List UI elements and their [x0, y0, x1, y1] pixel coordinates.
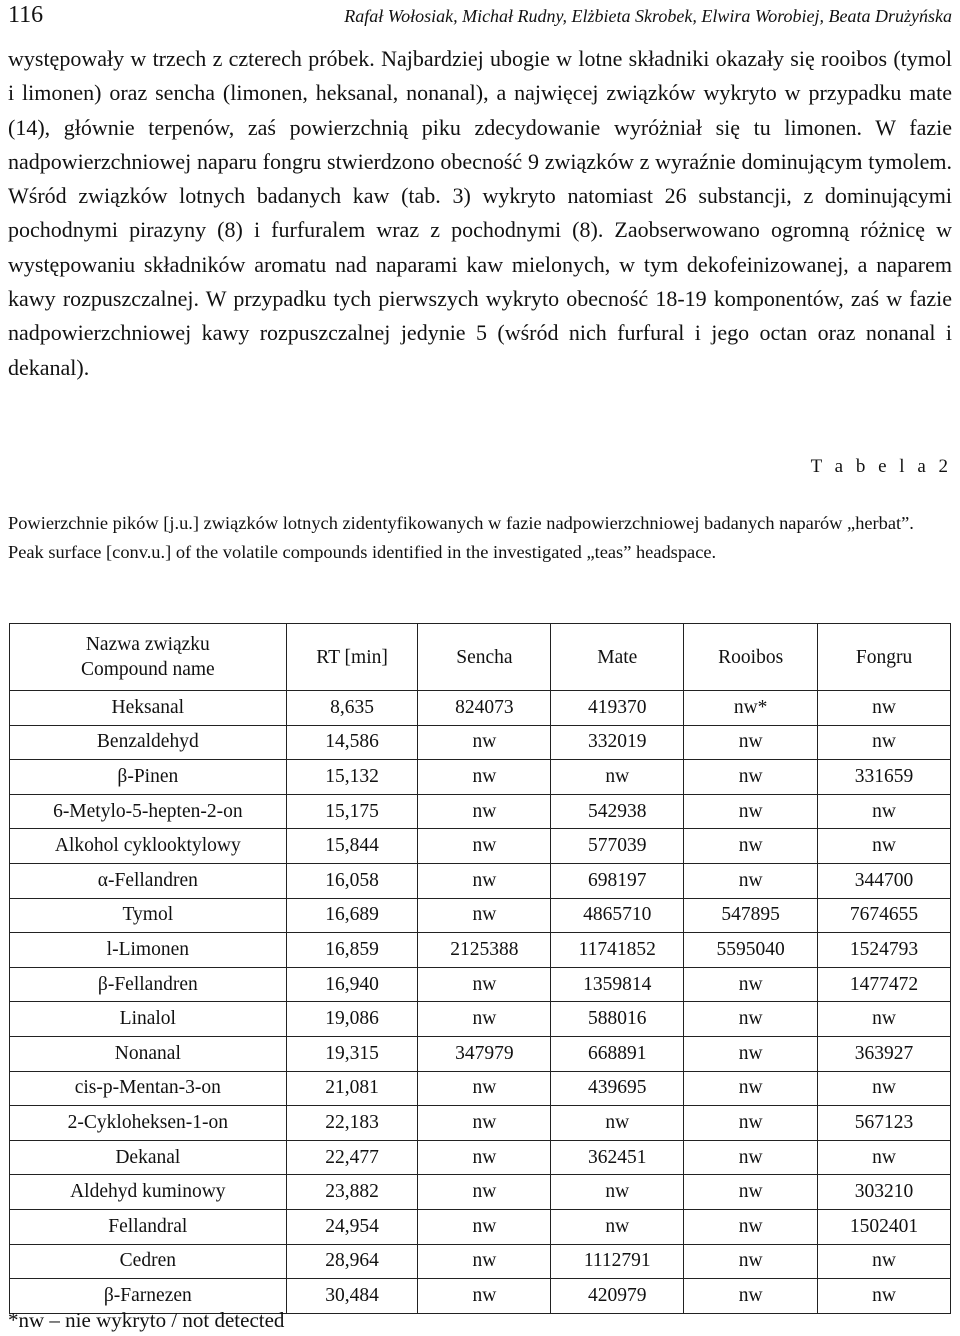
caption-polish: Powierzchnie pików [j.u.] związków lotnych zidentyfikowanych w fazie nadpowierzchniowej badanych naparów „herbat”. — [8, 513, 914, 533]
cell-mate: 4865710 — [551, 898, 684, 933]
table-row — [10, 1175, 951, 1210]
table-header-row — [10, 624, 951, 691]
table-row — [10, 1002, 951, 1037]
cell-rooibos: nw — [684, 1071, 818, 1106]
cell-fongru: nw — [818, 829, 951, 864]
page-number: 116 — [8, 2, 44, 28]
cell-mate: nw — [551, 1175, 684, 1210]
cell-rt: 24,954 — [286, 1209, 418, 1244]
cell-fongru: nw — [818, 794, 951, 829]
cell-sencha: nw — [418, 1071, 551, 1106]
cell-rooibos: nw* — [684, 691, 818, 726]
cell-rt: 16,940 — [286, 967, 418, 1002]
cell-rt: 16,689 — [286, 898, 418, 933]
cell-rt: 8,635 — [286, 691, 418, 726]
cell-sencha: 824073 — [418, 691, 551, 726]
cell-compound: Alkohol cyklooktylowy — [10, 829, 287, 864]
cell-sencha: nw — [418, 1209, 551, 1244]
cell-compound: Linalol — [10, 1002, 287, 1037]
cell-compound: Fellandral — [10, 1209, 287, 1244]
cell-sencha: nw — [418, 829, 551, 864]
cell-fongru: 1524793 — [818, 933, 951, 968]
table-row — [10, 1036, 951, 1071]
table-row — [10, 829, 951, 864]
cell-sencha: nw — [418, 898, 551, 933]
cell-compound: l-Limonen — [10, 933, 287, 968]
table-row — [10, 725, 951, 760]
cell-compound: Benzaldehyd — [10, 725, 287, 760]
cell-rt: 28,964 — [286, 1244, 418, 1279]
cell-fongru: nw — [818, 725, 951, 760]
cell-compound: 6-Metylo-5-hepten-2-on — [10, 794, 287, 829]
cell-rt: 16,058 — [286, 863, 418, 898]
cell-rooibos: nw — [684, 1106, 818, 1141]
table-row — [10, 760, 951, 795]
header-rt: RT [min] — [286, 624, 418, 691]
cell-rooibos: nw — [684, 1244, 818, 1279]
cell-mate: nw — [551, 1209, 684, 1244]
cell-rooibos: nw — [684, 794, 818, 829]
cell-compound: Dekanal — [10, 1140, 287, 1175]
cell-compound: Nonanal — [10, 1036, 287, 1071]
cell-sencha: nw — [418, 1244, 551, 1279]
cell-fongru: nw — [818, 1244, 951, 1279]
cell-mate: 439695 — [551, 1071, 684, 1106]
cell-mate: 332019 — [551, 725, 684, 760]
header-compound-name — [10, 624, 287, 691]
cell-mate: nw — [551, 760, 684, 795]
cell-mate: nw — [551, 1106, 684, 1141]
header-rooibos: Rooibos — [684, 624, 818, 691]
table-row — [10, 898, 951, 933]
cell-fongru: 7674655 — [818, 898, 951, 933]
cell-rooibos: nw — [684, 1175, 818, 1210]
cell-sencha: nw — [418, 760, 551, 795]
cell-sencha: 347979 — [418, 1036, 551, 1071]
cell-fongru: 1477472 — [818, 967, 951, 1002]
cell-compound: α-Fellandren — [10, 863, 287, 898]
cell-mate: 577039 — [551, 829, 684, 864]
header-name-pl: Nazwa związku — [85, 634, 210, 655]
table-row — [10, 933, 951, 968]
cell-fongru: 344700 — [818, 863, 951, 898]
cell-rt: 30,484 — [286, 1279, 418, 1314]
cell-compound: Cedren — [10, 1244, 287, 1279]
cell-fongru: nw — [818, 1140, 951, 1175]
table-row — [10, 1071, 951, 1106]
cell-rt: 14,586 — [286, 725, 418, 760]
table-caption — [8, 509, 952, 566]
cell-rooibos: nw — [684, 1036, 818, 1071]
table-row — [10, 691, 951, 726]
cell-sencha: nw — [418, 967, 551, 1002]
cell-fongru: nw — [818, 691, 951, 726]
table-row — [10, 794, 951, 829]
cell-fongru: nw — [818, 1071, 951, 1106]
cell-fongru: 331659 — [818, 760, 951, 795]
cell-rooibos: nw — [684, 1279, 818, 1314]
table-footnote: *nw – nie wykryto / not detected — [8, 1308, 285, 1332]
caption-english: Peak surface [conv.u.] of the volatile compounds identified in the investigated „teas” headspace. — [8, 541, 717, 562]
cell-mate: 419370 — [551, 691, 684, 726]
cell-fongru: 1502401 — [818, 1209, 951, 1244]
body-paragraph: występowały w trzech z czterech próbek. Najbardziej ubogie w lotne składniki okazały się rooibos (tymol i limonen) oraz sencha (limonen, heksanal, nonanal), a najwięcej związków wykryto w przypadku mate (14), głównie terpenów, zaś powierzchnią piku zdecydowanie wyróżniał się tu limonen. W fazie nadpowierzchniowej naparu fongru stwierdzono obecność 9 związków z wyraźnie dominującym tymolem. Wśród związków lotnych badanych kaw (tab. 3) wykryto natomiast 26 substancji, z dominującymi pochodnymi pirazyny (8) i furfuralem wraz z pochodnymi (8). Zaobserwowano ogromną różnicę w występowaniu składników aromatu nad naparami kaw mielonych, w tym dekofeinizowanej, a naparem kawy rozpuszczalnej. W przypadku tych pierwszych wykryto obecność 18-19 komponentów, zaś w fazie nadpowierzchniowej kawy rozpuszczalnej jedynie 5 (wśród nich furfural i jego octan oraz nonanal i dekanal). — [8, 46, 952, 380]
cell-mate: 1112791 — [551, 1244, 684, 1279]
table-row — [10, 1244, 951, 1279]
header-fongru: Fongru — [818, 624, 951, 691]
cell-fongru: nw — [818, 1002, 951, 1037]
header-mate: Mate — [551, 624, 684, 691]
cell-sencha: nw — [418, 1175, 551, 1210]
cell-sencha: nw — [418, 794, 551, 829]
cell-rt: 15,844 — [286, 829, 418, 864]
cell-fongru: 363927 — [818, 1036, 951, 1071]
cell-sencha: nw — [418, 1140, 551, 1175]
table-row — [10, 1106, 951, 1141]
cell-rooibos: nw — [684, 760, 818, 795]
cell-rt: 16,859 — [286, 933, 418, 968]
cell-fongru: nw — [818, 1279, 951, 1314]
cell-mate: 420979 — [551, 1279, 684, 1314]
table-body — [10, 691, 951, 1314]
cell-rooibos: nw — [684, 1140, 818, 1175]
table-row — [10, 1209, 951, 1244]
cell-rt: 15,132 — [286, 760, 418, 795]
cell-rt: 23,882 — [286, 1175, 418, 1210]
cell-rooibos: nw — [684, 829, 818, 864]
running-head-authors: Rafał Wołosiak, Michał Rudny, Elżbieta Skrobek, Elwira Worobiej, Beata Drużyńska — [344, 6, 952, 26]
cell-rt: 15,175 — [286, 794, 418, 829]
cell-compound: β-Pinen — [10, 760, 287, 795]
cell-rooibos: 5595040 — [684, 933, 818, 968]
cell-mate: 362451 — [551, 1140, 684, 1175]
cell-compound: β-Fellandren — [10, 967, 287, 1002]
cell-sencha: nw — [418, 1002, 551, 1037]
cell-sencha: nw — [418, 1279, 551, 1314]
cell-compound: cis-p-Mentan-3-on — [10, 1071, 287, 1106]
page-header — [8, 0, 952, 36]
cell-rt: 22,477 — [286, 1140, 418, 1175]
cell-sencha: nw — [418, 1106, 551, 1141]
cell-sencha: nw — [418, 725, 551, 760]
cell-rooibos: nw — [684, 1209, 818, 1244]
cell-mate: 1359814 — [551, 967, 684, 1002]
cell-rooibos: nw — [684, 863, 818, 898]
table-row — [10, 967, 951, 1002]
cell-mate: 588016 — [551, 1002, 684, 1037]
table-label: T a b e l a 2 — [810, 456, 952, 477]
cell-rooibos: nw — [684, 725, 818, 760]
cell-compound: Aldehyd kuminowy — [10, 1175, 287, 1210]
cell-rooibos: nw — [684, 1002, 818, 1037]
cell-rooibos: nw — [684, 967, 818, 1002]
cell-compound: Heksanal — [10, 691, 287, 726]
cell-sencha: nw — [418, 863, 551, 898]
cell-fongru: 567123 — [818, 1106, 951, 1141]
cell-rt: 19,086 — [286, 1002, 418, 1037]
table-row — [10, 1140, 951, 1175]
cell-compound: β-Farnezen — [10, 1279, 287, 1314]
header-name-en: Compound name — [80, 659, 215, 680]
cell-mate: 698197 — [551, 863, 684, 898]
cell-rt: 19,315 — [286, 1036, 418, 1071]
cell-fongru: 303210 — [818, 1175, 951, 1210]
cell-mate: 668891 — [551, 1036, 684, 1071]
cell-compound: 2-Cykloheksen-1-on — [10, 1106, 287, 1141]
cell-compound: Tymol — [10, 898, 287, 933]
cell-sencha: 2125388 — [418, 933, 551, 968]
cell-rt: 22,183 — [286, 1106, 418, 1141]
cell-mate: 542938 — [551, 794, 684, 829]
cell-rt: 21,081 — [286, 1071, 418, 1106]
compounds-table — [9, 623, 951, 1314]
header-sencha: Sencha — [418, 624, 551, 691]
cell-mate: 11741852 — [551, 933, 684, 968]
table-row — [10, 863, 951, 898]
cell-rooibos: 547895 — [684, 898, 818, 933]
